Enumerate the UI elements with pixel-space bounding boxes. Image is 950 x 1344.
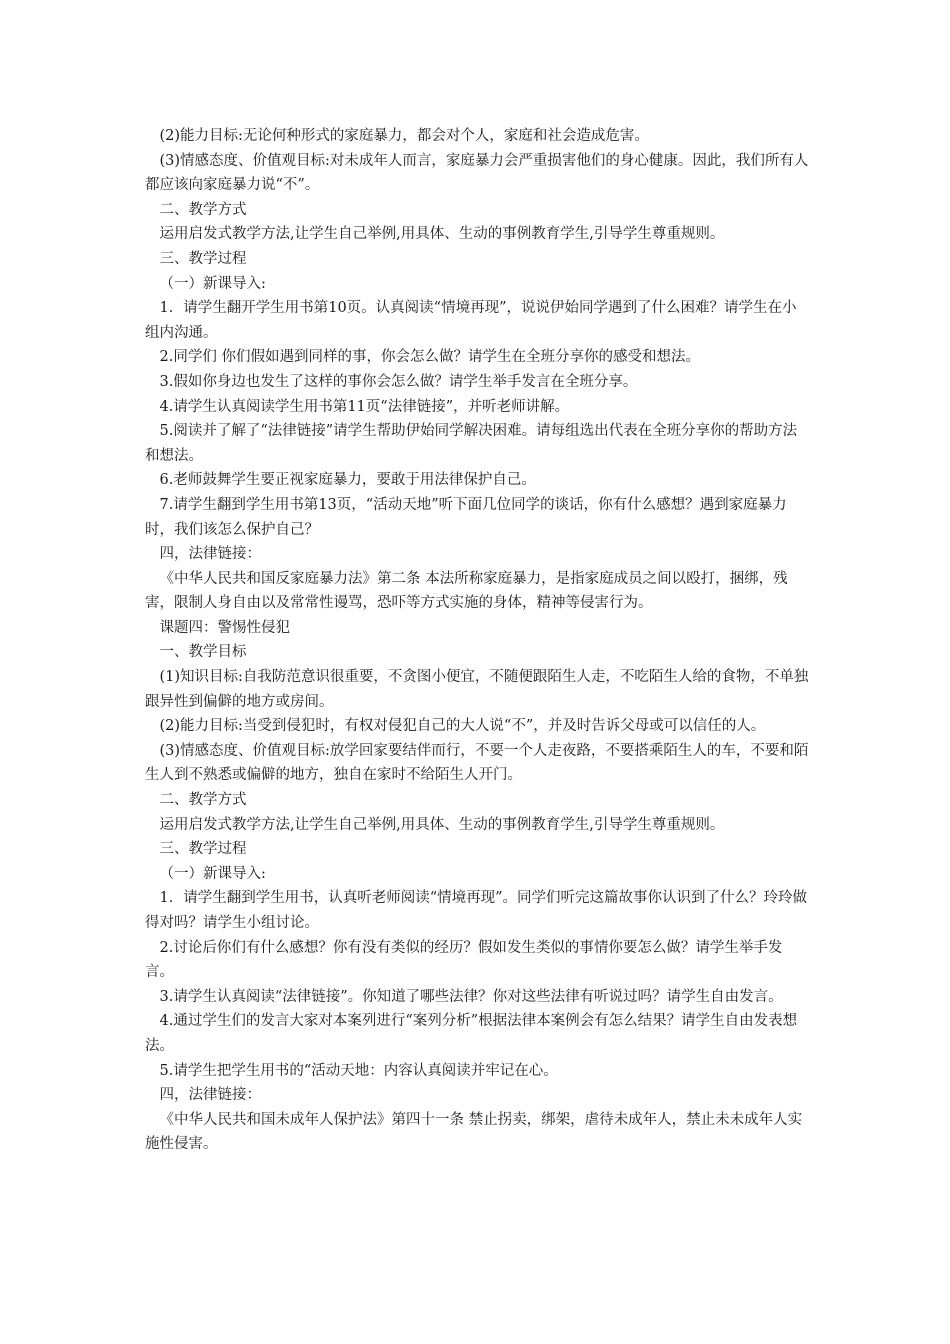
section-heading-teaching-process: 三、教学过程 [159,841,247,858]
lesson-title: 课题四：警惕性侵犯 [159,619,290,636]
section-heading-law-link: 四，法律链接： [159,546,261,563]
emotion-goal-paragraph: (3)情感态度、价值观目标:对未成年人而言，家庭暴力会严重损害他们的身心健康。因此，我们所有人都应该向家庭暴力说“不”。 [145,152,809,194]
knowledge-goal-paragraph: (1)知识目标:自我防范意识很重要，不贪图小便宜，不随便跟陌生人走，不吃陌生人给的食物，不单独跟异性到偏僻的地方或房间。 [145,669,809,710]
process-step: 2.同学们 你们假如遇到同样的事，你会怎么做？请学生在全班分享你的感受和想法。 [159,349,700,366]
process-step: 2.讨论后你们有什么感想？你有没有类似的经历？假如发生类似的事情你要怎么做？请学生举手发言。 [145,939,783,981]
section-heading-teaching-goals: 一、教学目标 [159,644,247,661]
process-step: 3.假如你身边也发生了这样的事你会怎么做？请学生举手发言在全班分享。 [159,373,638,390]
law-quote-paragraph: 《中华人民共和国反家庭暴力法》第二条 本法所称家庭暴力，是指家庭成员之间以殴打，捆绑，残害，限制人身自由以及常常性谩骂，恐吓等方式实施的身体，精神等侵害行为。 [145,570,788,612]
process-step: 7.请学生翻到学生用书第13页，“活动天地”听下面几位同学的谈话，你有什么感想？遇到家庭暴力时，我们该怎么保护自己？ [145,496,787,538]
process-step: 4.通过学生们的发言大家对本案列进行“案列分析”根据法律本案例会有怎么结果？请学生自由发表想法。 [145,1013,798,1054]
teaching-method-paragraph: 运用启发式教学方法,让学生自己举例,用具体、生动的事例教育学生,引导学生尊重规则。 [159,816,725,833]
process-step: 5.请学生把学生用书的“活动天地：内容认真阅读并牢记在心。 [159,1062,558,1079]
section-heading-teaching-process: 三、教学过程 [159,250,247,267]
process-step: 5.阅读并了解了“法律链接”请学生帮助伊始同学解决困难。请每组选出代表在全班分享你的帮助方法和想法。 [145,423,798,464]
law-quote-paragraph: 《中华人民共和国未成年人保护法》第四十一条 禁止拐卖，绑架，虐待未成年人，禁止未未成年人实施性侵害。 [145,1111,803,1153]
ability-goal-paragraph: (2)能力目标:当受到侵犯时，有权对侵犯自己的大人说“不”，并及时告诉父母或可以信任的人。 [159,718,766,735]
process-step: 3.请学生认真阅读“法律链接”。你知道了哪些法律？你对这些法律有听说过吗？请学生自由发言。 [159,988,783,1005]
process-step: 1．请学生翻到学生用书，认真听老师阅读“情境再现”。同学们听完这篇故事你认识到了什么？玲玲做得对吗？请学生小组讨论。 [145,890,808,931]
ability-goal-paragraph: (2)能力目标:无论何种形式的家庭暴力，都会对个人，家庭和社会造成危害。 [159,128,649,144]
section-heading-teaching-method: 二、教学方式 [159,792,247,809]
process-step: 6.老师鼓舞学生要正视家庭暴力，要敢于用法律保护自己。 [159,472,536,489]
emotion-goal-paragraph: (3)情感态度、价值观目标:放学回家要结伴而行，不要一个人走夜路，不要搭乘陌生人的车，不要和陌生人到不熟悉或偏僻的地方，独自在家时不给陌生人开门。 [145,742,809,784]
process-step: 1．请学生翻开学生用书第10页。认真阅读“情境再现”，说说伊始同学遇到了什么困难？请学生在小组内沟通。 [145,300,797,341]
teaching-method-paragraph: 运用启发式教学方法,让学生自己举例,用具体、生动的事例教育学生,引导学生尊重规则。 [159,226,725,243]
section-heading-law-link: 四，法律链接： [159,1087,261,1104]
process-step: 4.请学生认真阅读学生用书第11页“法律链接”，并听老师讲解。 [159,398,570,415]
document-page [145,124,810,1157]
subsection-heading-intro: （一）新课导入: [159,275,266,292]
subsection-heading-intro: （一）新课导入: [159,865,266,882]
section-heading-teaching-method: 二、教学方式 [159,201,247,218]
